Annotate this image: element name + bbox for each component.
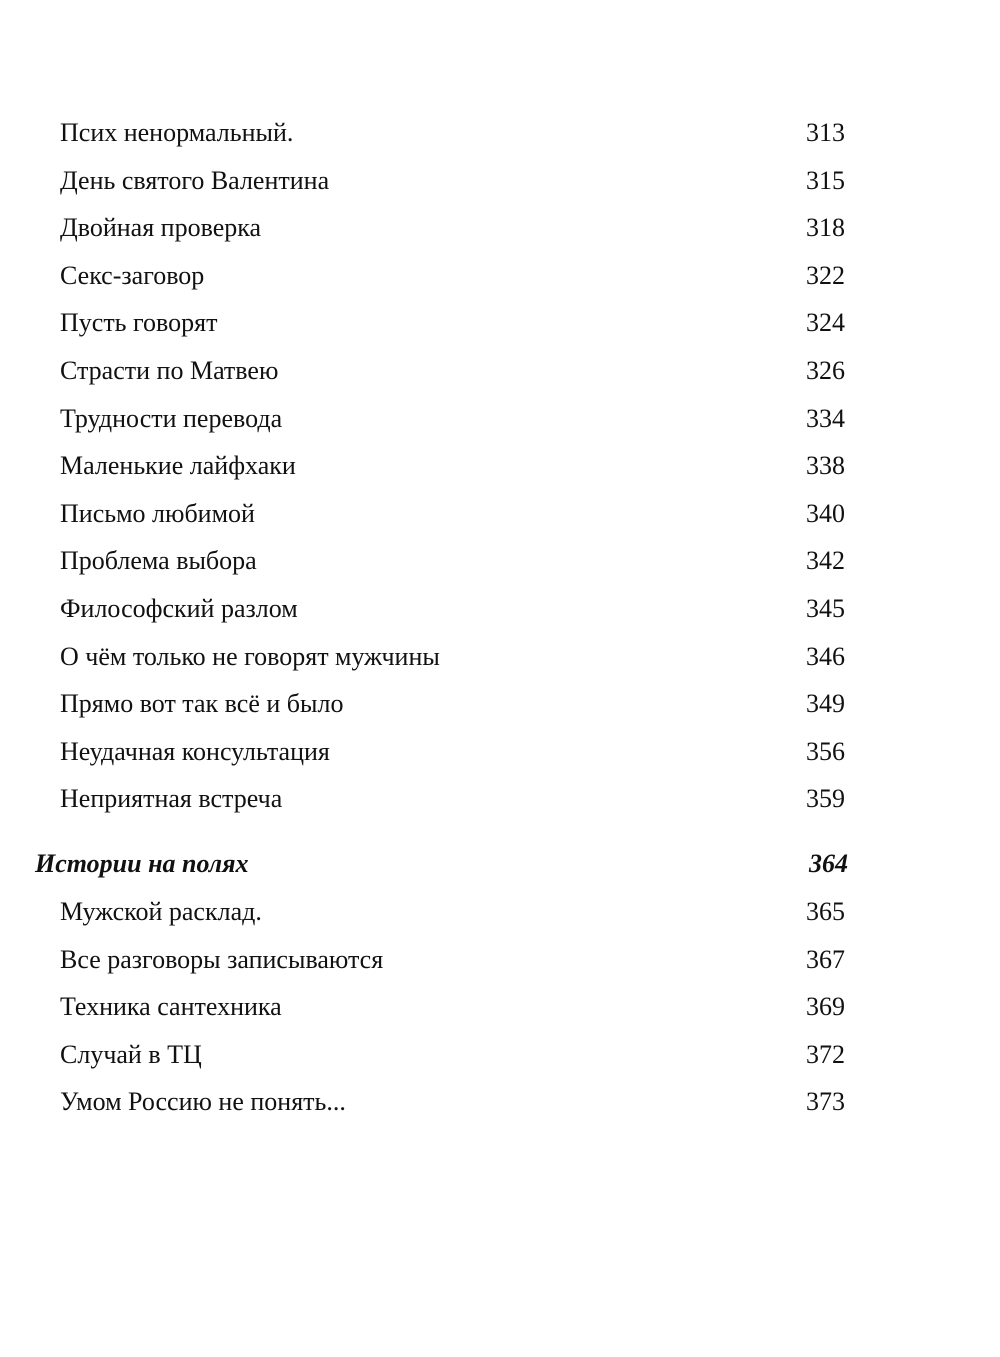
- entry-page-number: 369: [806, 992, 845, 1022]
- dot-leader: [206, 1058, 797, 1064]
- toc-entry: [0, 633, 845, 681]
- entry-title: Двойная проверка: [60, 213, 262, 243]
- entry-title: Секс-заговор: [60, 260, 205, 290]
- entry-page-number: 345: [806, 593, 845, 623]
- toc-part-1: [0, 109, 1000, 823]
- entry-page-number: 367: [806, 944, 845, 974]
- entry-title: Неприятная встреча: [60, 784, 283, 814]
- dot-leader: [261, 565, 797, 571]
- toc-entry: [0, 537, 845, 585]
- entry-title: О чём только не говорят мужчины: [60, 641, 440, 671]
- entry-title: Маленькие лайфхаки: [60, 451, 296, 481]
- entry-title: День святого Валентина: [60, 165, 330, 195]
- dot-leader: [253, 867, 800, 873]
- entry-title: Письмо любимой: [60, 498, 255, 528]
- toc-entry: [0, 1078, 845, 1126]
- entry-page-number: 365: [806, 896, 845, 926]
- dot-leader: [302, 613, 797, 619]
- dot-leader: [286, 422, 797, 428]
- toc-entry: [0, 157, 845, 205]
- dot-leader: [444, 660, 797, 666]
- toc-entry: [0, 888, 845, 936]
- entry-page-number: 346: [806, 641, 845, 671]
- dot-leader: [221, 327, 797, 333]
- entry-title: Страсти по Матвею: [60, 355, 279, 385]
- toc-entry: [0, 936, 845, 984]
- entry-page-number: 338: [806, 451, 845, 481]
- entry-page-number: 373: [806, 1087, 845, 1117]
- toc-entry: [0, 395, 845, 443]
- entry-page-number: 349: [806, 689, 845, 719]
- entry-title: Псих ненормальный.: [60, 118, 294, 147]
- entry-title: Трудности перевода: [60, 403, 283, 433]
- dot-leader: [387, 963, 797, 969]
- entry-title: Неудачная консультация: [60, 736, 330, 766]
- toc-entry: [0, 204, 845, 252]
- toc-entry: [0, 983, 845, 1031]
- entry-page-number: 372: [806, 1039, 845, 1069]
- dot-leader: [350, 1106, 797, 1112]
- toc-entry: [0, 585, 845, 633]
- toc-entry: [0, 252, 845, 300]
- entry-page-number: 342: [806, 546, 845, 576]
- toc-entry: [0, 442, 845, 490]
- toc-entry: [0, 109, 845, 157]
- entry-title: Проблема выбора: [60, 546, 257, 576]
- toc-entry: [0, 775, 845, 823]
- toc-entry: [0, 728, 845, 776]
- entry-page-number: 322: [806, 260, 845, 290]
- entry-page-number: 356: [806, 736, 845, 766]
- toc-entry: [0, 490, 845, 538]
- dot-leader: [259, 518, 797, 524]
- toc-entry: [0, 299, 845, 347]
- toc-section-heading: [0, 839, 848, 888]
- dot-leader: [266, 916, 797, 922]
- entry-title: Все разговоры записываются: [60, 944, 384, 974]
- dot-leader: [347, 708, 797, 714]
- entry-page-number: 315: [806, 165, 845, 195]
- toc-part-2: [0, 888, 1000, 1126]
- section-title: Истории на полях: [35, 848, 249, 878]
- dot-leader: [286, 803, 797, 809]
- entry-title: Пусть говорят: [60, 308, 218, 338]
- dot-leader: [334, 756, 797, 762]
- dot-leader: [286, 1011, 797, 1017]
- entry-title: Случай в ТЦ: [60, 1039, 202, 1069]
- entry-title: Умом Россию не понять...: [60, 1087, 346, 1117]
- entry-page-number: 313: [806, 118, 845, 147]
- entry-title: Философский разлом: [60, 593, 298, 623]
- dot-leader: [282, 375, 797, 381]
- entry-title: Мужской расклад.: [60, 896, 262, 926]
- dot-leader: [265, 232, 797, 238]
- entry-page-number: 359: [806, 784, 845, 814]
- toc-entry: [0, 680, 845, 728]
- entry-page-number: 334: [806, 403, 845, 433]
- toc-entry: [0, 347, 845, 395]
- dot-leader: [297, 137, 797, 143]
- table-of-contents: [0, 109, 1000, 1126]
- entry-title: Техника сантехника: [60, 992, 282, 1022]
- dot-leader: [208, 280, 797, 286]
- dot-leader: [333, 184, 797, 190]
- dot-leader: [300, 470, 797, 476]
- section-page-number: 364: [809, 848, 848, 878]
- entry-page-number: 340: [806, 498, 845, 528]
- toc-entry: [0, 1031, 845, 1079]
- entry-page-number: 326: [806, 355, 845, 385]
- entry-page-number: 324: [806, 308, 845, 338]
- entry-title: Прямо вот так всё и было: [60, 689, 344, 719]
- entry-page-number: 318: [806, 213, 845, 243]
